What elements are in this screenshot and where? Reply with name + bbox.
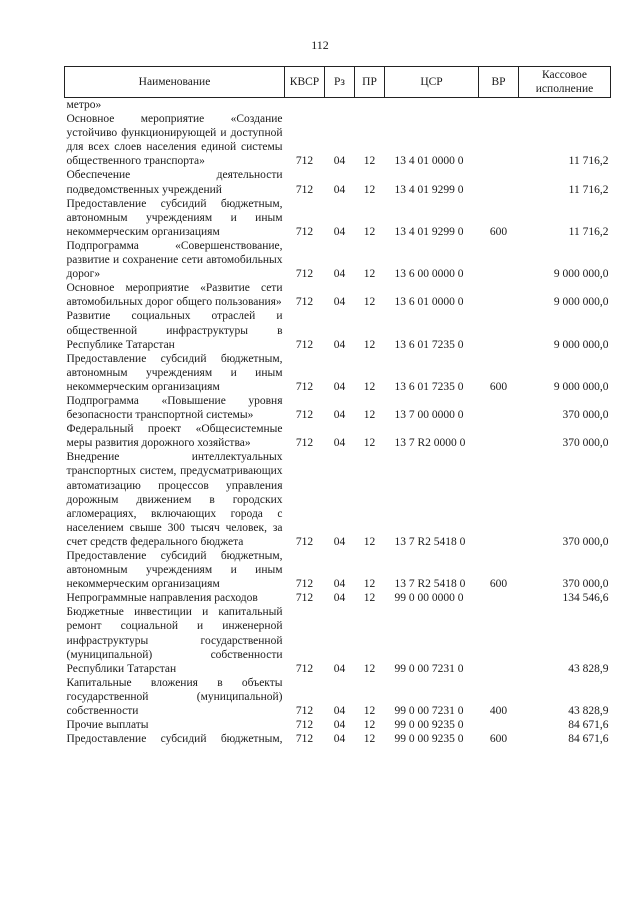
rz-cell: 04 — [333, 409, 346, 422]
kvsr-cell: 712 — [295, 225, 314, 238]
page-number: 112 — [311, 38, 329, 52]
rz-cell — [325, 98, 355, 113]
amount-cell: 84 671,6 — [568, 719, 609, 732]
table-header-row — [65, 67, 611, 98]
vr-cell — [479, 98, 519, 113]
rz-cell: 04 — [333, 296, 346, 309]
header-vr: ВР — [479, 67, 519, 98]
table-row — [65, 352, 611, 394]
header-rz: Рз — [325, 67, 355, 98]
pr-cell: 12 — [363, 296, 376, 309]
pr-cell: 12 — [363, 380, 376, 393]
vr-cell — [479, 309, 519, 351]
csr-cell: 13 4 01 9299 0 — [394, 183, 464, 196]
table-row — [65, 112, 611, 168]
pr-cell: 12 — [363, 535, 376, 548]
pr-cell: 12 — [363, 578, 376, 591]
vr-cell: 400 — [489, 705, 508, 718]
table-row — [65, 168, 611, 196]
amount-cell: 9 000 000,0 — [553, 380, 609, 393]
amount-cell: 370 000,0 — [562, 578, 609, 591]
kvsr-cell: 712 — [295, 338, 314, 351]
kvsr-cell: 712 — [295, 296, 314, 309]
csr-cell: 99 0 00 7231 0 — [394, 705, 464, 718]
csr-cell: 13 6 00 0000 0 — [394, 268, 464, 281]
amount-cell: 11 716,2 — [568, 183, 609, 196]
table-row — [65, 605, 611, 675]
rz-cell: 04 — [333, 437, 346, 450]
table-row — [65, 197, 611, 239]
csr-cell: 13 4 01 9299 0 — [394, 225, 464, 238]
rz-cell: 04 — [333, 535, 346, 548]
kvsr-cell — [285, 98, 325, 113]
amount-cell: 370 000,0 — [562, 535, 609, 548]
name-cell: Обеспечение деятельности подведомственных учреждений — [66, 169, 283, 196]
kvsr-cell: 712 — [295, 592, 314, 605]
kvsr-cell: 712 — [295, 662, 314, 675]
amount-cell: 370 000,0 — [562, 437, 609, 450]
vr-cell: 600 — [489, 578, 508, 591]
name-cell: Основное мероприятие «Создание устойчиво функционирующей и доступной для всех слоев населения единой системы общественного транспорта» — [66, 113, 283, 168]
name-cell: метро» — [66, 99, 102, 111]
name-cell: Предоставление субсидий бюджетным, автономным учреждениям и иным некоммерческим организациям — [66, 197, 283, 238]
table-body — [65, 98, 611, 747]
kvsr-cell: 712 — [295, 155, 314, 168]
table-row — [65, 309, 611, 351]
vr-cell — [479, 239, 519, 281]
vr-cell — [479, 591, 519, 605]
rz-cell: 04 — [333, 268, 346, 281]
name-cell: Федеральный проект «Общесистемные меры развития дорожного хозяйства» — [66, 423, 283, 450]
csr-cell: 99 0 00 0000 0 — [394, 592, 464, 605]
csr-cell: 13 4 01 0000 0 — [394, 155, 464, 168]
name-cell: Предоставление субсидий бюджетным, — [66, 733, 283, 746]
amount-cell — [519, 98, 611, 113]
rz-cell: 04 — [333, 578, 346, 591]
table-row — [65, 718, 611, 732]
table-row — [65, 394, 611, 422]
pr-cell: 12 — [363, 409, 376, 422]
rz-cell: 04 — [333, 662, 346, 675]
rz-cell: 04 — [333, 719, 346, 732]
rz-cell: 04 — [333, 338, 346, 351]
vr-cell: 600 — [489, 380, 508, 393]
table-row — [65, 732, 611, 746]
csr-cell: 13 7 R2 5418 0 — [394, 535, 466, 548]
amount-cell: 11 716,2 — [568, 155, 609, 168]
vr-cell — [479, 168, 519, 196]
vr-cell: 600 — [489, 225, 508, 238]
table-row — [65, 450, 611, 549]
header-kvsr: КВСР — [285, 67, 325, 98]
name-cell: Предоставление субсидий бюджетным, автономным учреждениям и иным некоммерческим организациям — [66, 550, 283, 591]
rz-cell: 04 — [333, 733, 346, 746]
pr-cell: 12 — [363, 437, 376, 450]
name-cell: Внедрение интеллектуальных транспортных систем, предусматривающих автоматизацию процессов управления дорожным движением в городских агломерациях, включающих города с населением свыше 300 тысяч человек, за счет средств федерального бюджета — [66, 451, 283, 548]
csr-cell: 13 7 R2 0000 0 — [394, 437, 466, 450]
csr-cell: 13 7 R2 5418 0 — [394, 578, 466, 591]
table-row — [65, 549, 611, 591]
rz-cell: 04 — [333, 705, 346, 718]
rz-cell: 04 — [333, 155, 346, 168]
table-row — [65, 676, 611, 718]
rz-cell: 04 — [333, 225, 346, 238]
vr-cell — [479, 112, 519, 168]
table-row — [65, 98, 611, 113]
vr-cell — [479, 281, 519, 309]
amount-cell: 9 000 000,0 — [553, 338, 609, 351]
csr-cell: 99 0 00 9235 0 — [394, 733, 464, 746]
kvsr-cell: 712 — [295, 268, 314, 281]
kvsr-cell: 712 — [295, 705, 314, 718]
vr-cell — [479, 422, 519, 450]
table-row — [65, 591, 611, 605]
table-row — [65, 239, 611, 281]
pr-cell: 12 — [363, 705, 376, 718]
vr-cell: 600 — [489, 733, 508, 746]
amount-cell: 370 000,0 — [562, 409, 609, 422]
kvsr-cell: 712 — [295, 535, 314, 548]
pr-cell — [355, 98, 385, 113]
name-cell: Непрограммные направления расходов — [66, 592, 258, 605]
pr-cell: 12 — [363, 733, 376, 746]
csr-cell: 13 6 01 0000 0 — [394, 296, 464, 309]
header-csr: ЦСР — [385, 67, 479, 98]
rz-cell: 04 — [333, 380, 346, 393]
csr-cell — [385, 98, 479, 113]
csr-cell: 13 6 01 7235 0 — [394, 380, 464, 393]
rz-cell: 04 — [333, 183, 346, 196]
table-row — [65, 281, 611, 309]
pr-cell: 12 — [363, 183, 376, 196]
amount-cell: 9 000 000,0 — [553, 296, 609, 309]
header-name: Наименование — [65, 67, 285, 98]
header-amount: Кассовое исполнение — [519, 67, 611, 98]
amount-cell: 43 828,9 — [568, 662, 609, 675]
kvsr-cell: 712 — [295, 733, 314, 746]
csr-cell: 99 0 00 9235 0 — [394, 719, 464, 732]
amount-cell: 134 546,6 — [562, 592, 609, 605]
name-cell: Капитальные вложения в объекты государственной (муниципальной) собственности — [66, 676, 283, 718]
pr-cell: 12 — [363, 592, 376, 605]
name-cell: Бюджетные инвестиции и капитальный ремонт социальной и инженерной инфраструктуры государственной (муниципальной) собственности Республики Татарстан — [66, 606, 283, 675]
kvsr-cell: 712 — [295, 719, 314, 732]
pr-cell: 12 — [363, 225, 376, 238]
name-cell: Предоставление субсидий бюджетным, автономным учреждениям и иным некоммерческим организациям — [66, 352, 283, 393]
kvsr-cell: 712 — [295, 578, 314, 591]
budget-table — [64, 66, 611, 746]
kvsr-cell: 712 — [295, 437, 314, 450]
pr-cell: 12 — [363, 719, 376, 732]
vr-cell — [479, 605, 519, 675]
vr-cell — [479, 450, 519, 549]
name-cell: Подпрограмма «Повышение уровня безопасности транспортной системы» — [66, 394, 283, 422]
name-cell: Прочие выплаты — [66, 719, 149, 732]
rz-cell: 04 — [333, 592, 346, 605]
pr-cell: 12 — [363, 662, 376, 675]
kvsr-cell: 712 — [295, 380, 314, 393]
name-cell: Развитие социальных отраслей и общественной инфраструктуры в Республике Татарстан — [66, 310, 283, 351]
vr-cell — [479, 394, 519, 422]
csr-cell: 99 0 00 7231 0 — [394, 662, 464, 675]
name-cell: Основное мероприятие «Развитие сети автомобильных дорог общего пользования» — [66, 282, 283, 309]
kvsr-cell: 712 — [295, 183, 314, 196]
pr-cell: 12 — [363, 155, 376, 168]
vr-cell — [479, 718, 519, 732]
csr-cell: 13 7 00 0000 0 — [394, 409, 464, 422]
amount-cell: 84 671,6 — [568, 733, 609, 746]
amount-cell: 11 716,2 — [568, 225, 609, 238]
amount-cell: 9 000 000,0 — [553, 268, 609, 281]
table-row — [65, 422, 611, 450]
kvsr-cell: 712 — [295, 409, 314, 422]
pr-cell: 12 — [363, 268, 376, 281]
header-pr: ПР — [355, 67, 385, 98]
pr-cell: 12 — [363, 338, 376, 351]
name-cell: Подпрограмма «Совершенствование, развитие и сохранение сети автомобильных дорог» — [66, 239, 283, 281]
csr-cell: 13 6 01 7235 0 — [394, 338, 464, 351]
amount-cell: 43 828,9 — [568, 705, 609, 718]
